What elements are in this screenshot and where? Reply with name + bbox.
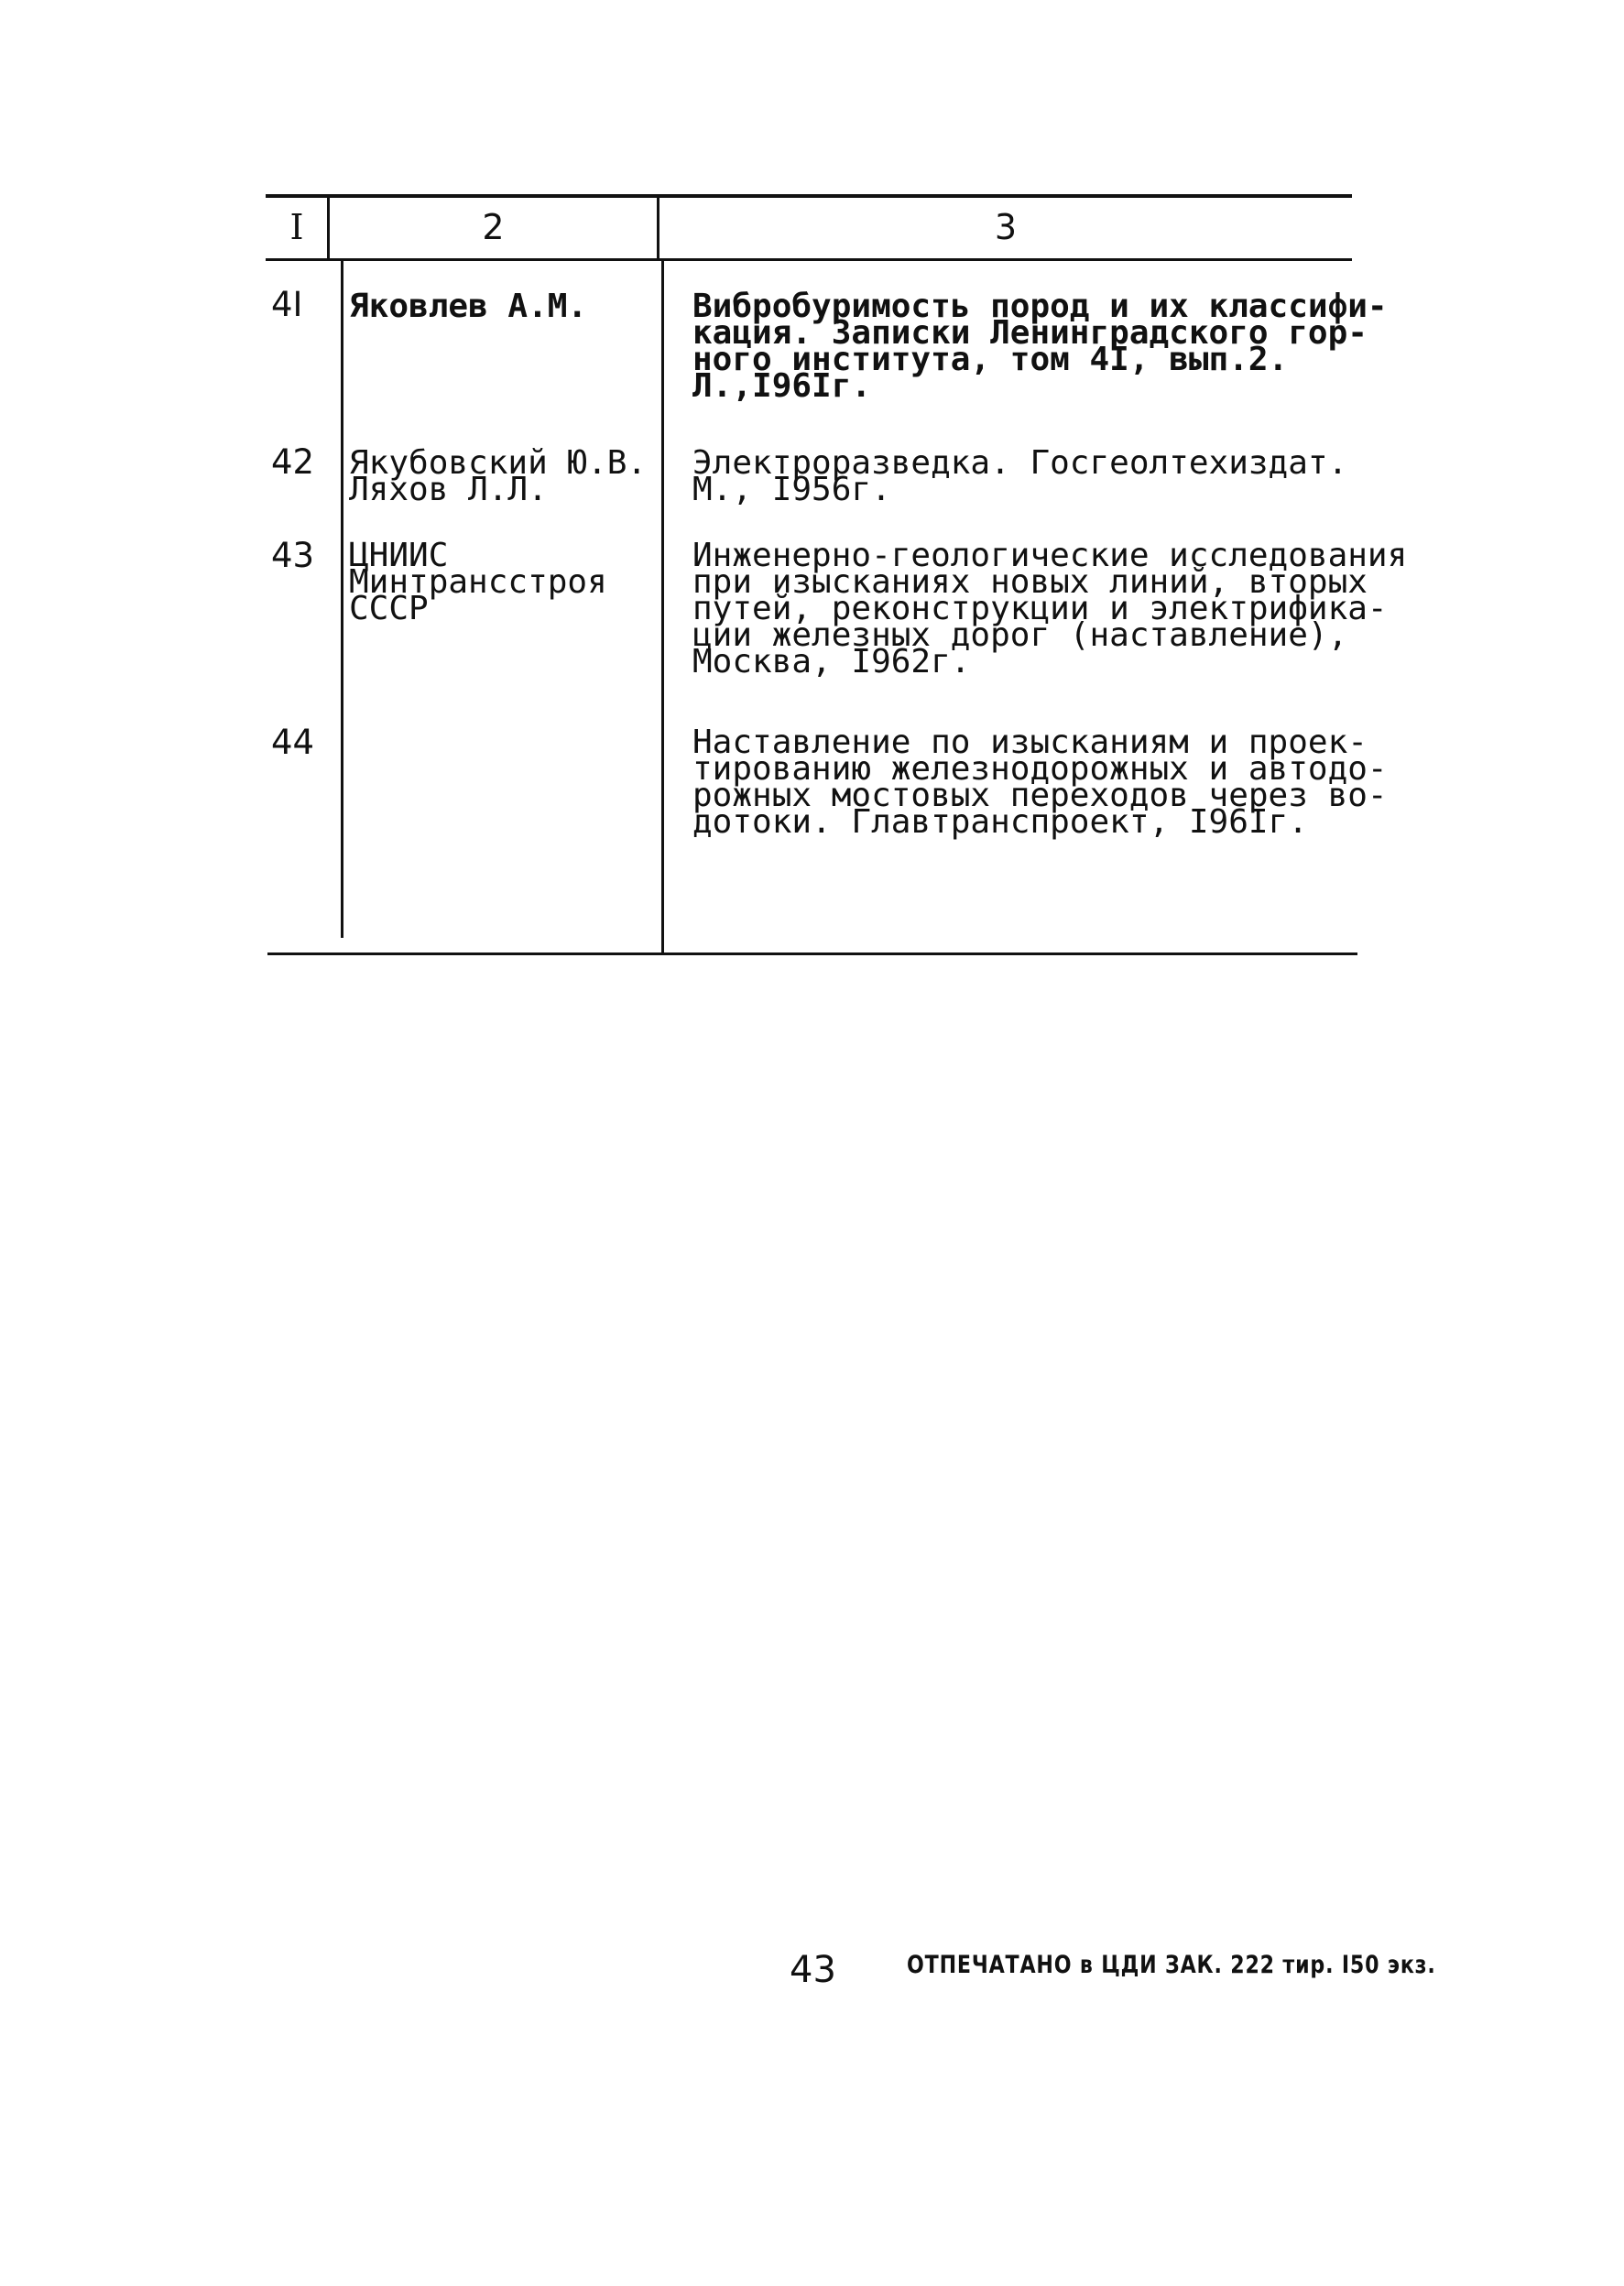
row-title: Вибробуримость пород и их классифи- кация. Записки Ленинградского гор- ного института, том 4I, вып.2. Л.,I96Iг. <box>692 288 1388 405</box>
column-header-number: I <box>289 207 304 247</box>
column-header-author: 2 <box>482 207 505 247</box>
column-divider-1-body <box>341 260 343 938</box>
column-divider-2-body <box>661 260 664 953</box>
row-author: ЦНИИС Минтрансстроя СССР <box>349 537 607 627</box>
row-author: Якубовский Ю.В. Ляхов Л.Л. <box>349 444 648 508</box>
row-title: Электроразведка. Госгеолтехиздат. М., I956г. <box>692 444 1348 508</box>
table-bottom-rule <box>267 952 1357 955</box>
row-number: 4I <box>271 285 303 324</box>
row-number: 44 <box>271 723 315 762</box>
row-number: 43 <box>271 536 315 575</box>
row-title: Наставление по изысканиям и проек- тированию железнодорожных и автодо- рожных мостовых переходов через во- дотоки. Главтранспроект, I96Iг. <box>692 724 1388 841</box>
table-header-rule <box>266 258 1352 261</box>
table-top-rule <box>266 194 1352 198</box>
row-title: Инженерно-геологические исследования при изысканиях новых линий, вторых путей, реконструкции и электрифика- ции железных дорог (наставление), Москва, I962г. <box>692 537 1408 680</box>
row-author: Яковлев А.М. <box>349 288 588 325</box>
column-header-title: 3 <box>994 207 1018 247</box>
page-number: 43 <box>790 1949 836 1991</box>
print-imprint: ОТПЕЧАТАНО в ЦДИ ЗАК. 222 тир. I50 экз. <box>907 1951 1436 1979</box>
row-number: 42 <box>271 442 315 482</box>
